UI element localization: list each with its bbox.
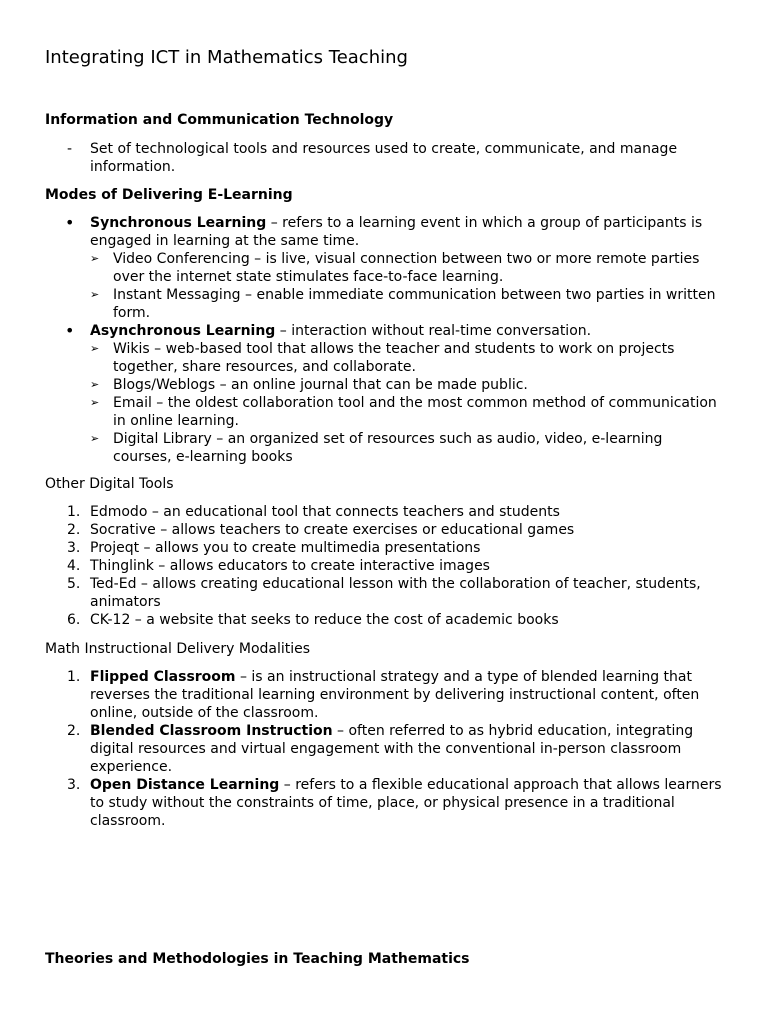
list-item-text: Thinglink – allows educators to create interactive images xyxy=(90,558,490,574)
ict-section xyxy=(45,111,725,176)
modes-section xyxy=(45,186,725,466)
sub-item-blogs xyxy=(45,376,725,394)
sub-item-email xyxy=(45,394,725,430)
term-blended: Blended Classroom Instruction xyxy=(90,723,333,739)
desc-open-distance: – refers to a flexible educational approach that allows learners to study without the constraints of time, place, or physical presence in a traditional classroom. xyxy=(90,777,722,829)
digital-tools-list xyxy=(45,503,725,629)
dash-marker: - xyxy=(67,141,73,157)
bullet-marker: • xyxy=(65,321,75,340)
modalities-section xyxy=(45,640,725,830)
number-marker: 2. xyxy=(67,522,81,538)
sub-item-text: Email – the oldest collaboration tool and the most common method of communication in online learning. xyxy=(113,395,717,429)
theories-heading: Theories and Methodologies in Teaching Mathematics xyxy=(45,951,470,967)
list-item-text: CK-12 – a website that seeks to reduce the cost of academic books xyxy=(90,612,559,628)
sub-item-video-conferencing xyxy=(45,250,725,286)
digital-tools-section xyxy=(45,475,725,629)
digital-tools-heading: Other Digital Tools xyxy=(45,476,174,492)
sub-item-wikis xyxy=(45,340,725,376)
list-item xyxy=(45,575,725,611)
modes-heading: Modes of Delivering E-Learning xyxy=(45,187,293,203)
list-item xyxy=(45,521,725,539)
modalities-heading: Math Instructional Delivery Modalities xyxy=(45,641,311,657)
modes-list xyxy=(45,214,725,466)
arrow-bullet-icon: ➢ xyxy=(90,288,100,301)
desc-asynchronous: – interaction without real-time conversation. xyxy=(275,323,592,339)
number-marker: 4. xyxy=(67,558,81,574)
ict-definition: Set of technological tools and resources used to create, communicate, and manage information. xyxy=(90,141,678,175)
term-flipped: Flipped Classroom xyxy=(90,669,236,685)
list-item-blended-classroom xyxy=(45,722,725,776)
number-marker: 5. xyxy=(67,576,81,592)
list-item xyxy=(45,539,725,557)
list-item-text: Projeqt – allows you to create multimedia presentations xyxy=(90,540,481,556)
arrow-bullet-icon: ➢ xyxy=(90,378,100,391)
sub-item-text: Instant Messaging – enable immediate communication between two parties in written form. xyxy=(113,287,716,321)
list-item-synchronous xyxy=(45,214,725,250)
number-marker: 1. xyxy=(67,669,81,685)
document-title: Integrating ICT in Mathematics Teaching xyxy=(45,47,408,68)
list-item-open-distance xyxy=(45,776,725,830)
sub-item-text: Blogs/Weblogs – an online journal that can be made public. xyxy=(113,377,528,393)
list-item-flipped-classroom xyxy=(45,668,725,722)
desc-blended: – often referred to as hybrid education, integrating digital resources and virtual engagement with the conventional in-person classroom experience. xyxy=(90,723,694,775)
number-marker: 3. xyxy=(67,540,81,556)
number-marker: 6. xyxy=(67,612,81,628)
sub-item-instant-messaging xyxy=(45,286,725,322)
list-item xyxy=(45,611,725,629)
list-item-text: Edmodo – an educational tool that connects teachers and students xyxy=(90,504,560,520)
sub-item-text: Video Conferencing – is live, visual connection between two or more remote parties over the internet state stimulates face-to-face learning. xyxy=(113,251,700,285)
sub-item-text: Wikis – web-based tool that allows the teacher and students to work on projects together, share resources, and collaborate. xyxy=(113,341,675,375)
sub-item-digital-library xyxy=(45,430,725,466)
arrow-bullet-icon: ➢ xyxy=(90,252,100,265)
number-marker: 3. xyxy=(67,777,81,793)
list-item-text: Ted-Ed – allows creating educational lesson with the collaboration of teacher, students, animators xyxy=(90,576,701,610)
sub-item-text: Digital Library – an organized set of resources such as audio, video, e-learning courses, e-learning books xyxy=(113,431,663,465)
number-marker: 1. xyxy=(67,504,81,520)
ict-heading: Information and Communication Technology xyxy=(45,112,394,128)
bullet-marker: • xyxy=(65,213,75,232)
term-open-distance: Open Distance Learning xyxy=(90,777,280,793)
list-item xyxy=(45,557,725,575)
desc-synchronous: – refers to a learning event in which a group of participants is engaged in learning at the same time. xyxy=(90,215,703,249)
list-item-asynchronous xyxy=(45,322,725,340)
term-asynchronous: Asynchronous Learning xyxy=(90,323,276,339)
ict-definition-item xyxy=(45,140,725,176)
arrow-bullet-icon: ➢ xyxy=(90,432,100,445)
arrow-bullet-icon: ➢ xyxy=(90,342,100,355)
modalities-list xyxy=(45,668,725,830)
arrow-bullet-icon: ➢ xyxy=(90,396,100,409)
list-item-text: Socrative – allows teachers to create exercises or educational games xyxy=(90,522,575,538)
desc-flipped: – is an instructional strategy and a type of blended learning that reverses the traditional learning environment by delivering instructional content, often online, outside of the classroom. xyxy=(90,669,700,721)
term-synchronous: Synchronous Learning xyxy=(90,215,267,231)
number-marker: 2. xyxy=(67,723,81,739)
list-item xyxy=(45,503,725,521)
